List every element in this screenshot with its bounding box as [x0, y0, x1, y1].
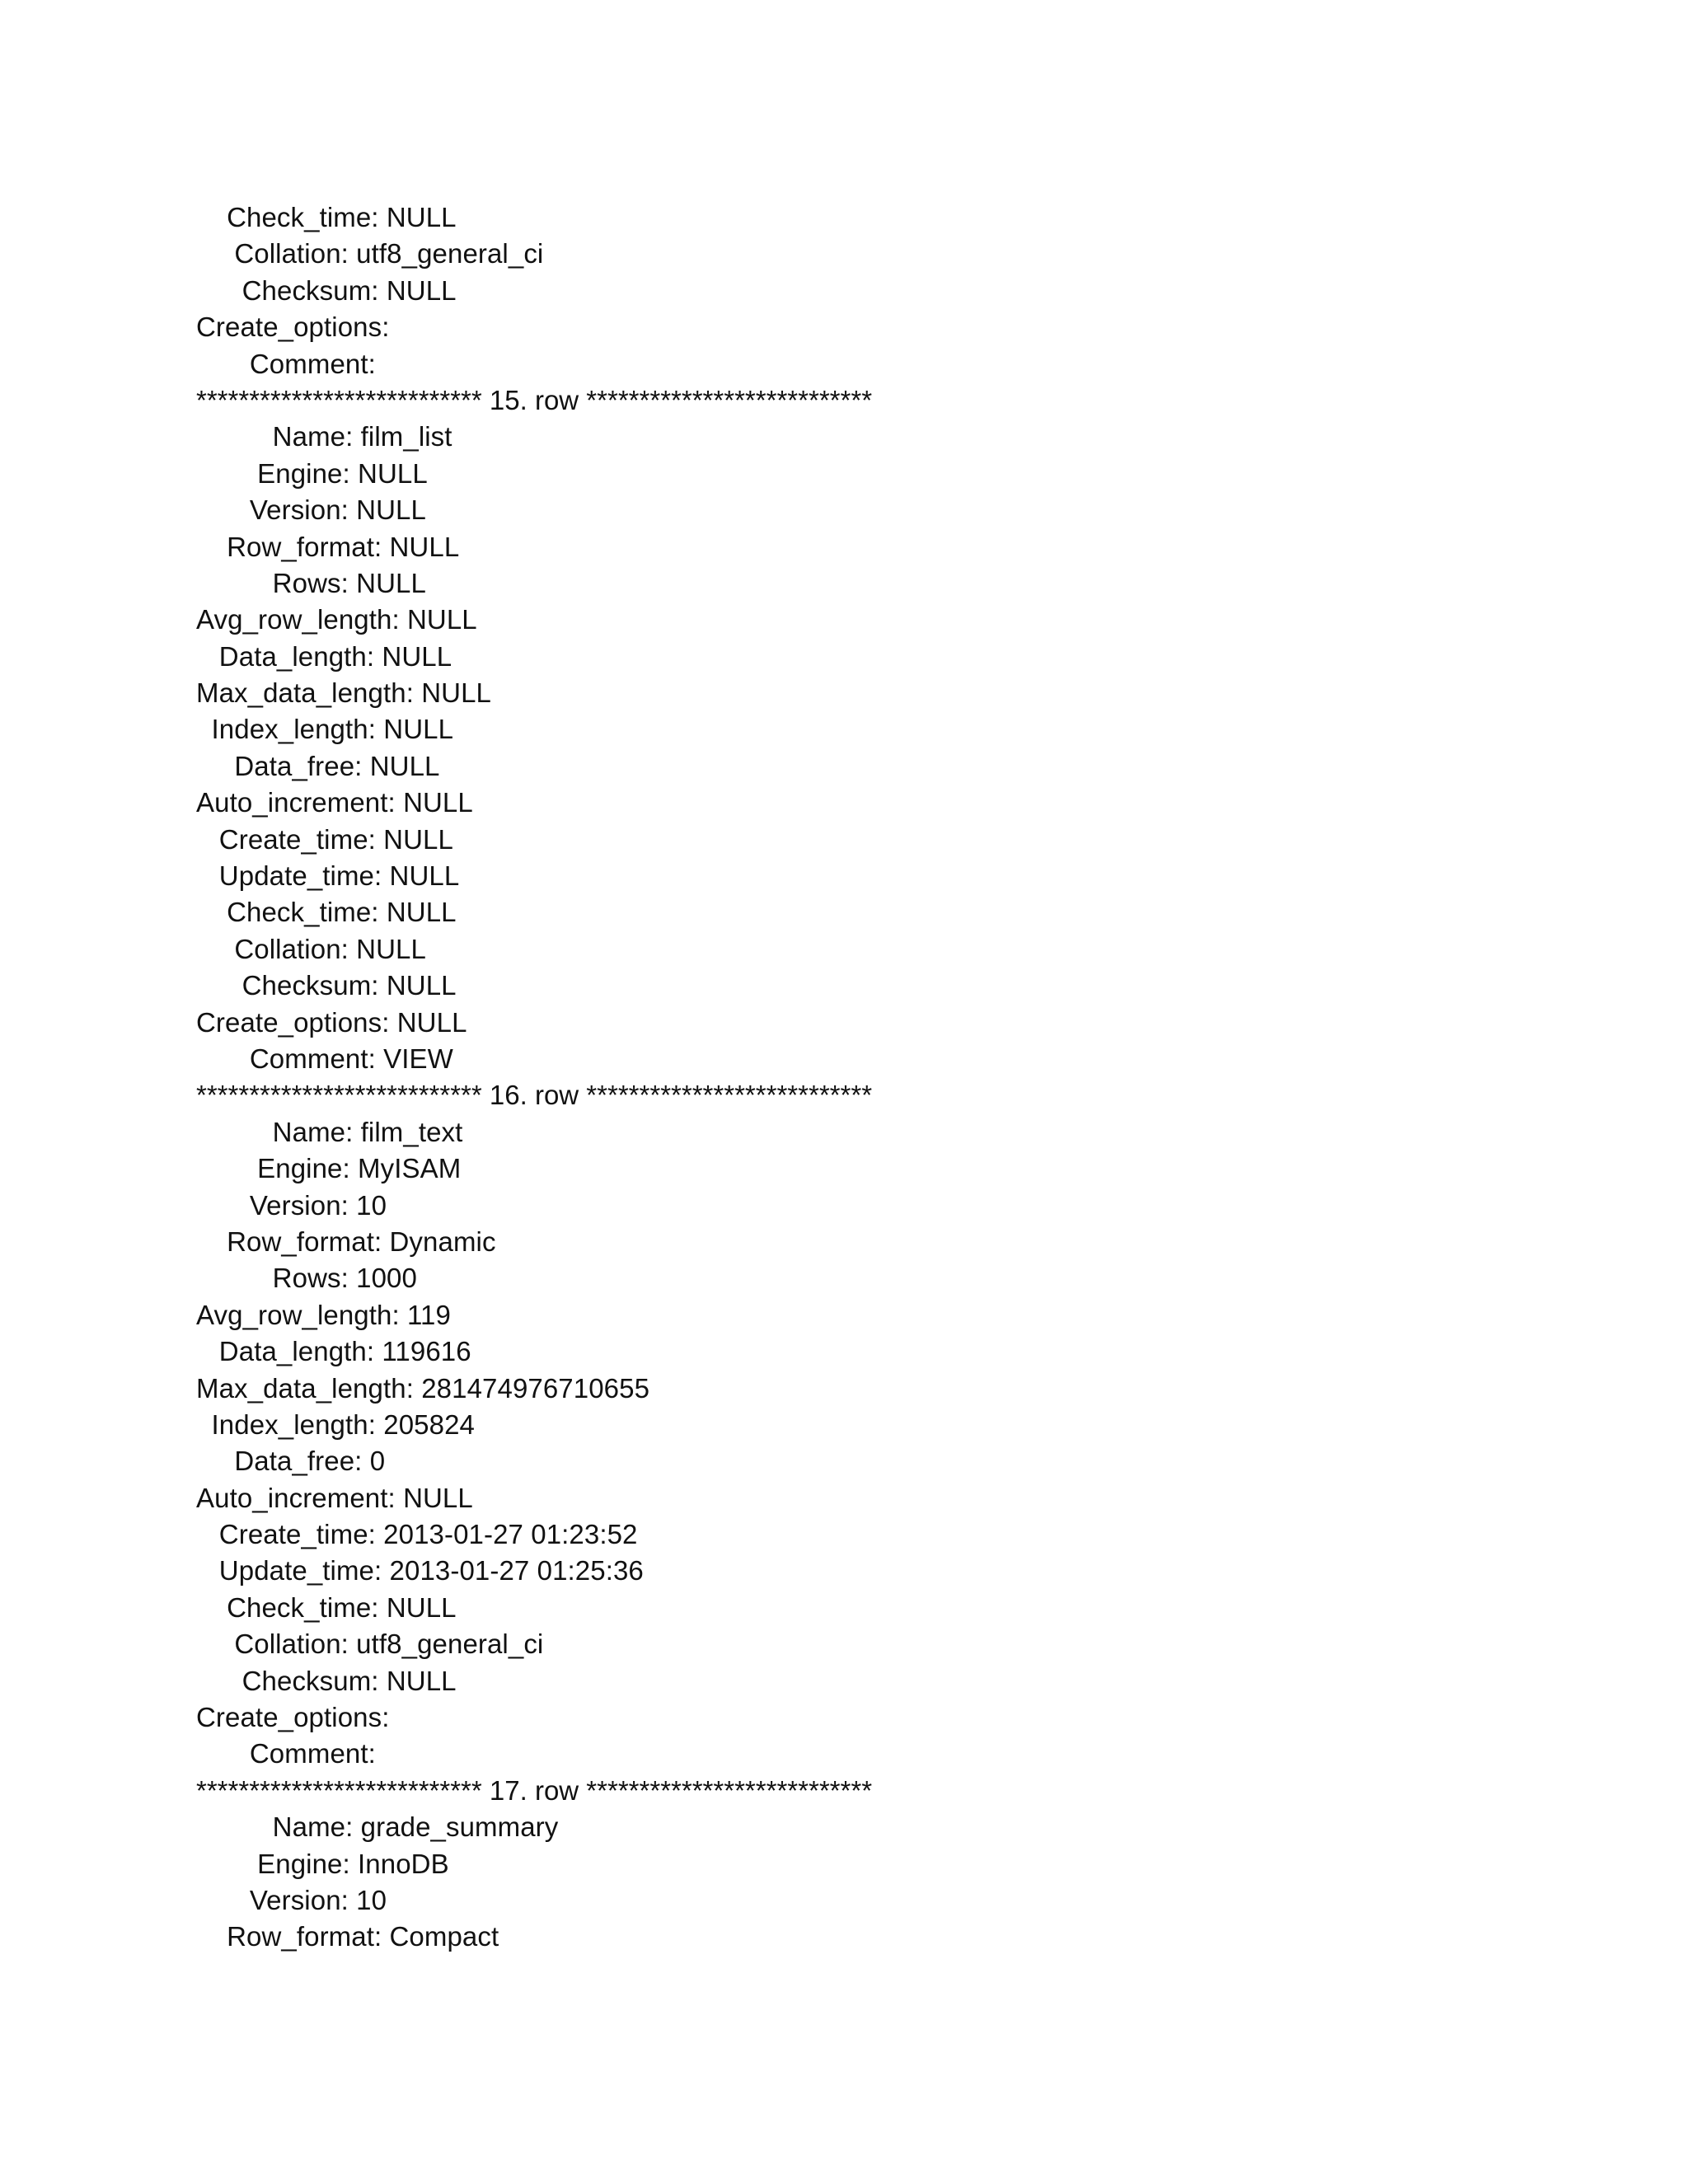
output-line: Version: NULL: [196, 494, 426, 526]
output-line: Check_time: NULL: [196, 897, 457, 928]
output-line: Comment:: [196, 1738, 376, 1769]
output-line: Update_time: 2013-01-27 01:25:36: [196, 1555, 644, 1586]
output-line: Row_format: Dynamic: [196, 1226, 496, 1257]
output-line: Data_length: 119616: [196, 1336, 471, 1367]
output-line: Checksum: NULL: [196, 970, 457, 1001]
output-line: Update_time: NULL: [196, 860, 460, 892]
output-line: Name: film_text: [196, 1116, 463, 1147]
output-line: Auto_increment: NULL: [196, 1482, 473, 1513]
output-line: Engine: InnoDB: [196, 1848, 449, 1879]
output-line: Engine: NULL: [196, 457, 428, 489]
row-separator-15: *************************** 15. row ***************************: [196, 384, 873, 415]
output-line: Collation: utf8_general_ci: [196, 1629, 544, 1660]
output-line: Avg_row_length: NULL: [196, 604, 477, 635]
row-separator-16: *************************** 16. row ***************************: [196, 1080, 873, 1111]
output-line: Avg_row_length: 119: [196, 1299, 451, 1330]
output-line: Create_time: NULL: [196, 823, 453, 855]
output-line: Name: grade_summary: [196, 1811, 559, 1843]
output-line: Data_free: 0: [196, 1446, 386, 1477]
output-line: Max_data_length: 281474976710655: [196, 1372, 650, 1404]
output-line: Index_length: NULL: [196, 714, 454, 745]
output-line: Check_time: NULL: [196, 1591, 457, 1623]
output-line: Version: 10: [196, 1884, 387, 1915]
output-line: Max_data_length: NULL: [196, 677, 491, 709]
output-line: Row_format: Compact: [196, 1921, 499, 1952]
output-line: Name: film_list: [196, 421, 452, 452]
output-line: Create_options:: [196, 312, 390, 343]
output-line: Comment: VIEW: [196, 1043, 453, 1074]
output-line: Create_options: NULL: [196, 1006, 467, 1038]
output-line: Engine: MyISAM: [196, 1153, 462, 1184]
output-line: Version: 10: [196, 1189, 387, 1221]
output-line: Collation: NULL: [196, 933, 426, 964]
output-line: Rows: NULL: [196, 567, 426, 598]
output-line: Data_length: NULL: [196, 640, 452, 672]
output-line: Index_length: 205824: [196, 1408, 475, 1440]
output-line: Comment:: [196, 348, 376, 379]
output-line: Row_format: NULL: [196, 531, 460, 562]
output-line: Create_time: 2013-01-27 01:23:52: [196, 1519, 638, 1550]
output-line: Data_free: NULL: [196, 750, 440, 781]
output-line: Create_options:: [196, 1702, 390, 1733]
mysql-table-status-output: [196, 199, 1515, 1956]
output-line: Checksum: NULL: [196, 1665, 457, 1696]
output-line: Auto_increment: NULL: [196, 787, 473, 818]
output-line: Collation: utf8_general_ci: [196, 238, 544, 269]
output-line: Check_time: NULL: [196, 202, 457, 232]
output-line: Checksum: NULL: [196, 274, 457, 306]
output-line: Rows: 1000: [196, 1263, 417, 1294]
row-separator-17: *************************** 17. row ***************************: [196, 1774, 873, 1806]
